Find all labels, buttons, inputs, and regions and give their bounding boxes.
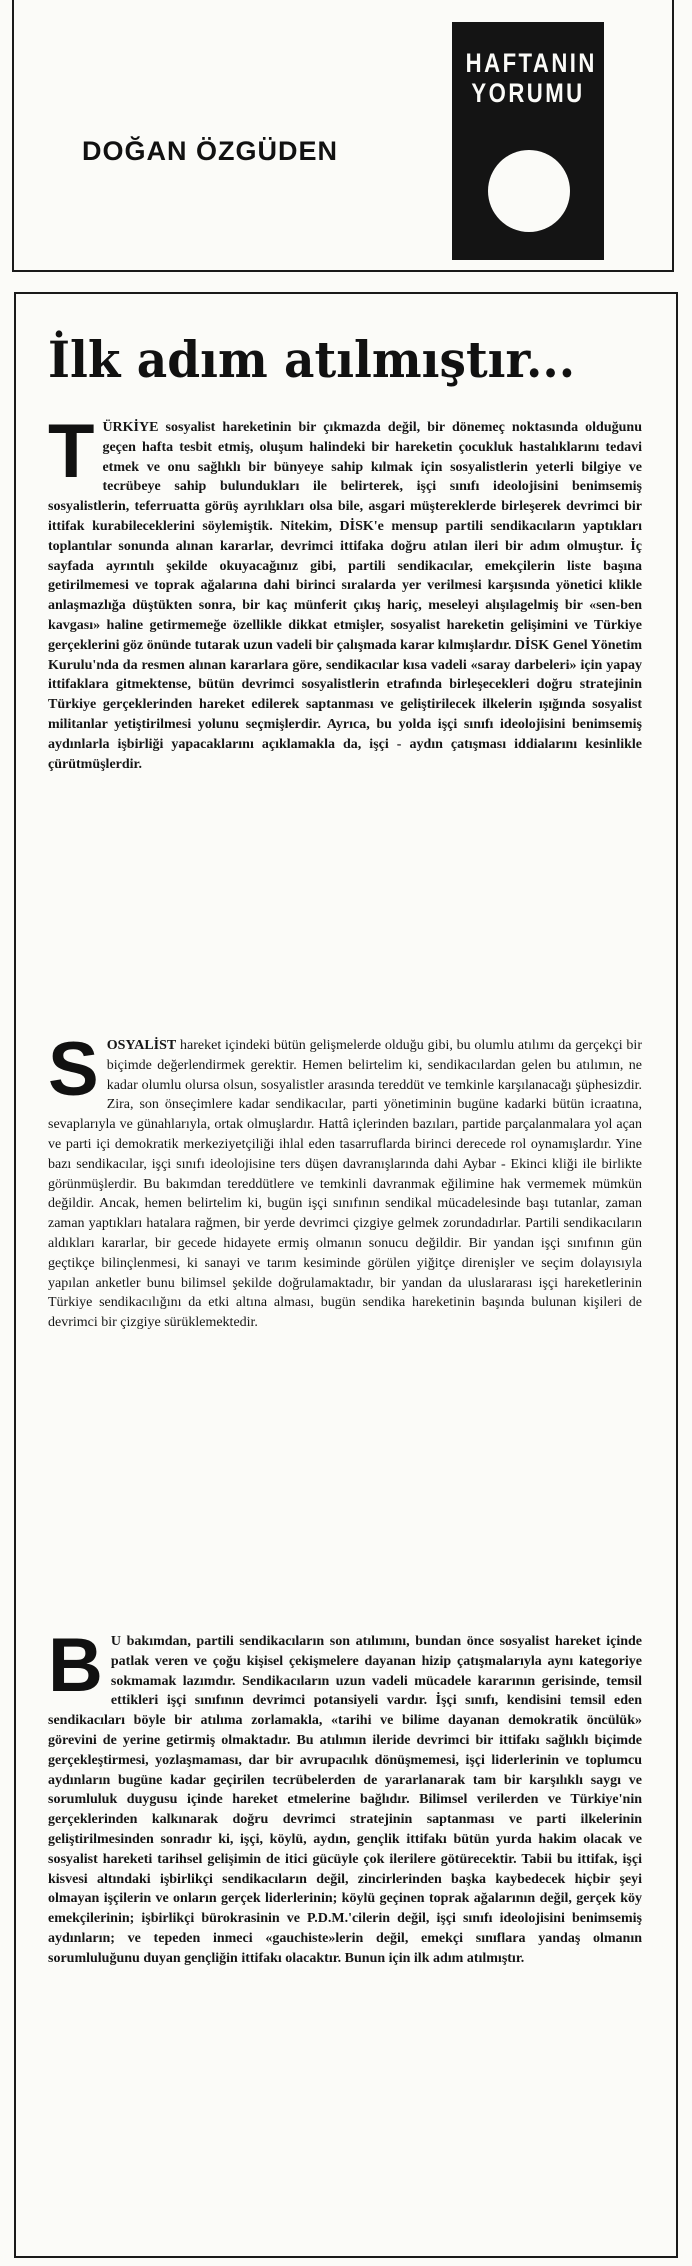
paragraph-lead: ÜRKİYE — [102, 420, 159, 435]
paragraph-text: bakımdan, partili sendikacıların son atılımını, bundan önce sosyalist hareket içinde patlak veren ve çoğu kişisel çekişmelere dayanan hizip çatışmalarıyla aynı kategoriye sokmamak lazımdır. Sendikacıların uzun vadeli mücadele kararının gerisinde, temsil ettikleri işçi sınıfının devrimci potansiyeli vardır. İşçi sınıfı, kendisini temsil eden sendikacıları böyle bir atılıma zorlamakla, «tarihi ve bilime dayanan demokratik öncülük» görevini de yerine getirmiş olmaktadır. Bu atılımın ileride devrimci bir ittifakı sağlıklı biçimde gerçekleştirmesi, yozlaşmaması, dar bir avrupacılık dönüşmemesi, işçi liderlerinin ve toplumcu aydınların bugüne kadar geçirilen tecrübelerden de yararlanarak tam bir karşılıklı saygı ve sorumluluk duygusu içinde hareket etmelerine bağlıdır. Bilimsel verilerden ve Türkiye'nin gerçeklerinden kalkınarak doğru devrimci stratejinin saptanması ve parti ilkelerinin geliştirilmesinden sonradır ki, işçi, köylü, aydın, gençlik ittifakı bütün yurda hakim olacak ve sosyalist hareketi tarihsel gelişimin de itici gücüyle çok ilerilere götürecektir. Tabii bu ittifak, işçi kisvesi altındaki işbirlikçi sendikacıların değil, zincirlerinden başka kaybedecek hiçbir şeyi olmayan işçilerin ve onların gerçek liderlerinin; köylü geçinen toprak ağalarının değil, gerçek köy emekçilerinin; işbirlikçi bürokrasinin ve P.D.M.'cilerin değil, işçi sınıfı ideolojisini benimsemiş aydınların; ve tepeden inmeci «gauchiste»lerin değil, emekçi sınıflara yandaş olmanın sorumluluğunu duyan gençliğin ittifakı olacaktır. Bunun için ilk adım atılmıştır. — [48, 1634, 642, 1966]
article-paragraph — [48, 1623, 642, 1969]
drop-cap: B — [48, 1623, 103, 1708]
article-paragraph — [48, 409, 642, 774]
column-logo — [452, 22, 604, 260]
paragraph-text: hareket içindeki bütün gelişmelerde olduğu gibi, bu olumlu atılımı da gerçekçi bir biçimde değerlendirmek gerektir. Hemen belirtelim ki, sendikacılardan gelen bu atılımın, ne kadar olumlu olursa olsun, sosyalistler arasında tereddüt ve temkinle karşılanacağı şüphesizdir. Zira, son önseçimlere kadar sendikacılar, parti yönetiminin bugüne kadarki bütün icraatına, sevaplarıyla ve günahlarıyla, ortak olmuşlardır. Hattâ içlerinden bazıları, partide parçalanmalara yol açan ve parti içi demokratik merkeziyetçiliği ihlal eden tasarruflarda birinci derecede rol oynamışlardır. Yine bazı sendikacılar, işçi sınıfı ideolojisine ters düşen davranışlarında dahi Aybar - Ekinci kliği ile birlikte görünmüşlerdir. Bu bakımdan tereddütlere ve temkinli davranmak eğilimine hak vermemek mümkün değildir. Ancak, hemen belirtelim ki, bugün işçi sınıfının sendikal mücadelesinde başı tutanlar, zaman zaman yaptıkları hatalara rağmen, bir yerde devrimci çizgiye gelmek zorundadırlar. Partili sendikacıların aldıkları kararlar, bir gecede hidayete ermiş olmanın sonucu değildir. Bir yandan işçi sınıfının gün geçtikçe bilinçlenmesi, ki sanayi ve tarım kesiminde görülen yiğitçe direnişler ve seçim dolayısıyla yapılan anketler bunu bilimsel şekilde doğrulamaktadır, bir yandan da uluslararası işçi hareketlerinin Türkiye sendikacılığını da etki altına alması, bugün sendika hareketinin başında bulunan kişileri de devrimci bir çizgiye sürüklemektedir. — [48, 1038, 642, 1331]
paragraph-lead: U — [110, 1634, 122, 1649]
drop-cap: T — [48, 409, 95, 494]
article-headline: İlk adım atılmıştır... — [48, 330, 576, 389]
article-paragraph — [48, 1027, 642, 1333]
drop-cap: S — [48, 1027, 99, 1112]
logo-circle-icon — [488, 150, 570, 232]
paragraph-lead: OSYALİST — [106, 1038, 177, 1053]
column-title-line1: HAFTANIN — [465, 48, 597, 78]
author-name: DOĞAN ÖZGÜDEN — [82, 136, 338, 166]
column-title-line2: YORUMU — [471, 78, 585, 108]
paragraph-text: sosyalist hareketinin bir çıkmazda değil, bir dönemeç noktasında olduğunu geçen hafta tesbit etmiş, oluşum halindeki bir hareketin çocukluk hastalıklarını tedavi etmek ve onu sağlıklı bir bünyeye sahip kılmak için sosyalistlerin yeterli bilgiye ve tecrübeye sahip bulundukları ile belirterek, işçi sınıfı ideolojisini benimsemiş sosyalistlerin, teferruatta görüş ayrılıkları olsa bile, asgari müştereklerde birleşerek devrimci bir ittifak kurabileceklerini söylemiştik. Nitekim, DİSK'e mensup partili sendikacıların yaptıkları toplantılar sonunda alınan kararlar, devrimci ittifaka doğru atılan ileri bir adım olmuştur. İç sayfada ayrıntılı şekilde okuyacağınız gibi, partili sendikacılar, emekçilerin liste başına getirilmemesi ve toprak ağalarına dahi birinci sıralarda yer verilmesi karşısında yönetici klikle anlaşmazlığa düştükten sonra, bir kaç münferit çıkış hariç, meseleyi alışılagelmiş bir «sen-ben kavgası» haline getirmemeğe özellikle dikkat etmişler, sosyalist hareketin gelişimini ve Türkiye gerçeklerini göz önünde tutarak uzun vadeli bir çalışmada karar kılmışlardır. DİSK Genel Yönetim Kurulu'nda da resmen alınan kararlara göre, sendikacılar kısa vadeli «saray darbeleri» için yapay ittifaklara gitmektense, bütün devrimci sosyalistlerin etrafında birleşecekleri doğru stratejinin Türkiye gerçeklerinden hareket edilerek saptanması ve geliştirilecek ilkelerin ışığında sosyalist militanlar yetiştirilmesi yolunu seçmişlerdir. Ayrıca, bu yolda işçi sınıfı ideolojisini benimsemiş aydınlarla işbirliği yapacaklarını açıklamakla da, işçi - aydın çatışması iddialarını kesinlikle çürütmüşlerdir. — [48, 420, 642, 772]
